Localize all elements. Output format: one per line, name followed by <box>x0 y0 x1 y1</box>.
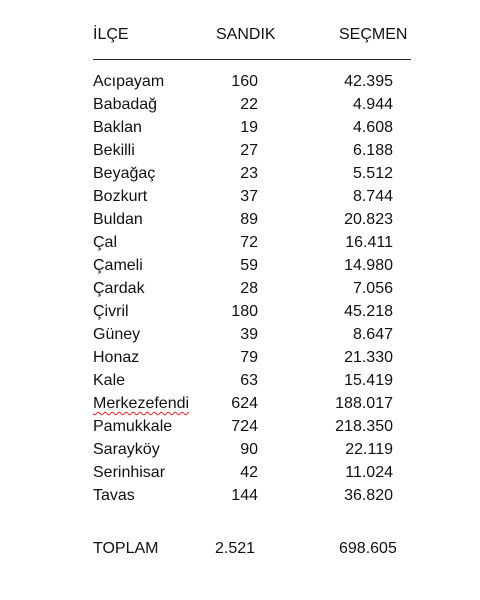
district-name: Pamukkale <box>93 418 173 435</box>
ballot-box-count: 624 <box>231 395 258 412</box>
district-name: Çardak <box>93 280 145 297</box>
table-row <box>0 486 480 509</box>
table-row <box>0 233 480 256</box>
table-row <box>0 118 480 141</box>
voter-count: 218.350 <box>335 418 393 435</box>
district-name: Buldan <box>93 211 143 228</box>
voter-count: 22.119 <box>345 441 393 458</box>
district-name: Beyağaç <box>93 165 156 182</box>
district-name: Sarayköy <box>93 441 160 458</box>
voter-count: 16.411 <box>345 234 393 251</box>
voter-count: 4.608 <box>352 119 393 136</box>
table-row <box>0 394 480 417</box>
voter-count: 45.218 <box>344 303 393 320</box>
table-row <box>0 279 480 302</box>
district-name: Acıpayam <box>93 73 165 90</box>
ballot-box-count: 19 <box>240 119 258 136</box>
table-row <box>0 210 480 233</box>
header-voters: SEÇMEN <box>339 26 408 43</box>
table-row <box>0 463 480 486</box>
table-row <box>0 95 480 118</box>
ballot-box-count: 180 <box>231 303 258 320</box>
voter-count: 6.188 <box>352 142 393 159</box>
district-name: Baklan <box>93 119 142 136</box>
table-row <box>0 371 480 394</box>
table-row <box>0 256 480 279</box>
district-name: Babadağ <box>93 96 158 113</box>
table-row <box>0 187 480 210</box>
voter-count: 188.017 <box>335 395 393 412</box>
ballot-box-count: 144 <box>231 487 258 504</box>
header-district: İLÇE <box>93 26 129 43</box>
ballot-box-count: 59 <box>240 257 258 274</box>
voter-count: 14.980 <box>344 257 393 274</box>
table-row <box>0 348 480 371</box>
district-name: Çal <box>93 234 118 251</box>
ballot-box-count: 90 <box>240 441 258 458</box>
table-body <box>0 72 480 509</box>
header-ballot-boxes: SANDIK <box>216 26 276 43</box>
ballot-box-count: 79 <box>240 349 258 366</box>
district-name: Serinhisar <box>93 464 166 481</box>
district-name: Bozkurt <box>93 188 148 205</box>
table-row <box>0 325 480 348</box>
voter-count: 15.419 <box>344 372 393 389</box>
district-name: Çivril <box>93 303 129 320</box>
ballot-box-count: 160 <box>231 73 258 90</box>
total-voters: 698.605 <box>339 540 397 557</box>
ballot-box-count: 22 <box>240 96 258 113</box>
district-name: Güney <box>93 326 141 343</box>
voter-count: 4.944 <box>352 96 393 113</box>
voter-count: 8.647 <box>352 326 393 343</box>
ballot-box-count: 37 <box>240 188 258 205</box>
voter-count: 7.056 <box>352 280 393 297</box>
district-name: Honaz <box>93 349 140 366</box>
ballot-box-count: 63 <box>240 372 258 389</box>
voter-count: 42.395 <box>344 73 393 90</box>
total-label: TOPLAM <box>93 540 159 557</box>
total-ballot-boxes: 2.521 <box>215 540 256 557</box>
table-row <box>0 417 480 440</box>
ballot-box-count: 42 <box>240 464 258 481</box>
ballot-box-count: 23 <box>240 165 258 182</box>
voter-count: 5.512 <box>352 165 393 182</box>
table-header <box>0 26 480 46</box>
ballot-box-count: 28 <box>240 280 258 297</box>
ballot-box-count: 27 <box>240 142 258 159</box>
district-name: Merkezefendi <box>93 395 190 412</box>
table-row <box>0 302 480 325</box>
district-name: Tavas <box>93 487 135 504</box>
voter-count: 20.823 <box>344 211 393 228</box>
voter-count: 21.330 <box>344 349 393 366</box>
ballot-box-count: 724 <box>231 418 258 435</box>
voter-count: 11.024 <box>345 464 393 481</box>
ballot-box-count: 72 <box>240 234 258 251</box>
header-divider <box>93 59 411 60</box>
district-name: Çameli <box>93 257 143 274</box>
ballot-box-count: 89 <box>240 211 258 228</box>
table-row <box>0 164 480 187</box>
district-name: Bekilli <box>93 142 135 159</box>
table-row <box>0 72 480 95</box>
ballot-box-count: 39 <box>240 326 258 343</box>
table-row <box>0 141 480 164</box>
total-row <box>0 539 480 561</box>
district-name: Kale <box>93 372 126 389</box>
voter-count: 36.820 <box>344 487 393 504</box>
table-row <box>0 440 480 463</box>
voter-count: 8.744 <box>352 188 393 205</box>
